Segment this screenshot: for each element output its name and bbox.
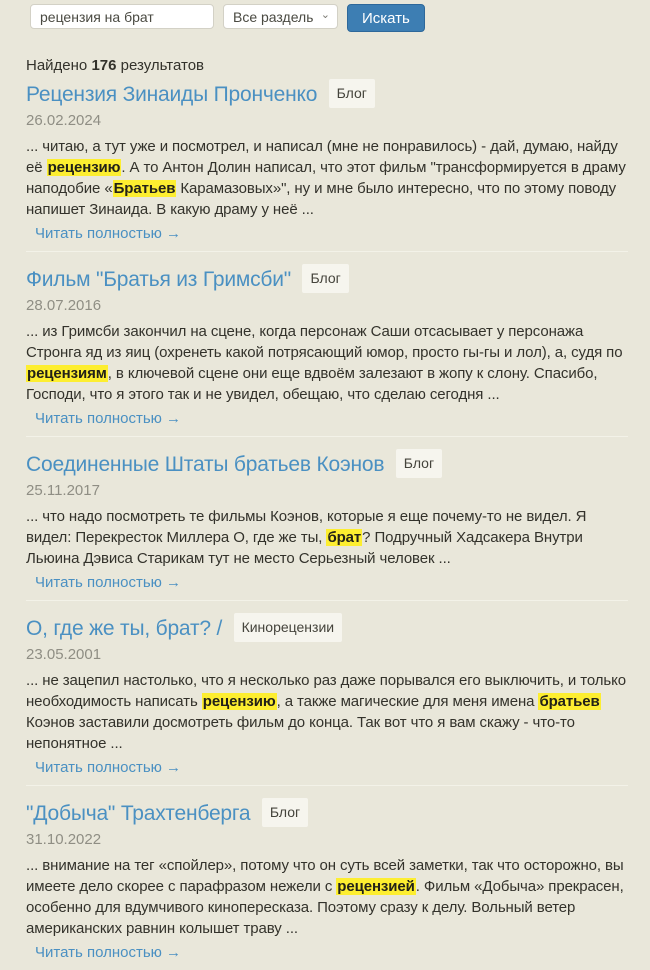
result-title-link[interactable]: О, где же ты, брат? /: [26, 617, 223, 640]
results-count: [26, 57, 650, 74]
search-button[interactable]: Искать: [347, 4, 425, 32]
search-bar: [0, 0, 650, 32]
read-more-link[interactable]: Читать полностью →: [35, 759, 182, 776]
read-more-link[interactable]: Читать полностью →: [35, 225, 182, 242]
result-title-link[interactable]: "Добыча" Трахтенберга: [26, 802, 251, 825]
chevron-down-icon: ⌄: [320, 9, 330, 21]
search-result-item: [26, 601, 628, 786]
read-more-link[interactable]: Читать полностью →: [35, 410, 182, 427]
section-select-wrap: [223, 4, 338, 29]
search-result-item: [26, 76, 628, 252]
result-title-link[interactable]: Фильм "Братья из Гримсби": [26, 268, 292, 291]
result-category-badge: Кинорецензии: [234, 613, 343, 642]
highlighted-term: рецензию: [202, 693, 276, 710]
result-title-row: [26, 264, 628, 294]
result-excerpt: ... не зацепил настолько, что я несколько раз даже порывался его выключить, и только необходимость написать рецензию, а также магические для меня имена братьев Коэнов заставили досмотреть фильм до конца. Так вот что я вам скажу - что-то непонятное ...: [26, 672, 627, 752]
highlighted-term: братьев: [539, 693, 600, 710]
highlighted-term: брат: [327, 529, 362, 546]
result-title-row: [26, 79, 628, 109]
result-excerpt: ... из Гримсби закончил на сцене, когда персонаж Саши отсасывает у персонажа Стронга яд из яиц (охренеть какой потрясающий юмор, просто гы-гы и лол), а, судя по рецензиям, в ключевой сцене они еще вдвоём залезают в жопу к слону. Спасибо, Господи, что я этого так и не увидел, обещаю, что сделаю сегодня ...: [26, 323, 623, 403]
section-select[interactable]: [223, 4, 338, 29]
result-title-link[interactable]: Рецензия Зинаиды Пронченко: [26, 83, 318, 106]
result-category-badge: Блог: [262, 798, 308, 827]
highlighted-term: рецензиям: [27, 365, 107, 382]
result-date: 28.07.2016: [26, 297, 102, 314]
result-category-badge: Блог: [396, 449, 442, 478]
read-more-link[interactable]: Читать полностью →: [35, 944, 182, 961]
results-count-number: 176: [91, 57, 117, 74]
result-category-badge: Блог: [329, 79, 375, 108]
search-result-item: [26, 437, 628, 601]
results-list: [0, 74, 650, 970]
highlighted-term: рецензией: [337, 878, 415, 895]
result-date: 26.02.2024: [26, 112, 102, 129]
result-date: 25.11.2017: [26, 482, 100, 499]
highlighted-term: рецензию: [47, 159, 121, 176]
result-excerpt: ... читаю, а тут уже и посмотрел, и написал (мне не понравилось) - дай, думаю, найду её рецензию. А то Антон Долин написал, что этот фильм "трансформируется в драму наподобие «Братьев Карамазовых»", ну и мне было интересно, что по этому поводу напишет Зинаида. В какую драму у неё ...: [26, 138, 626, 218]
highlighted-term: Братьев: [113, 180, 176, 197]
result-excerpt: ... что надо посмотреть те фильмы Коэнов, которые я еще почему-то не видел. Я видел: Перекресток Миллера О, где же ты, брат? Подручный Хадсакера Внутри Льюина Дэвиса Старикам тут не место Серьезный человек ...: [26, 508, 587, 567]
results-count-prefix: Найдено: [26, 57, 92, 74]
search-result-item: [26, 786, 628, 970]
search-input[interactable]: [30, 4, 214, 29]
result-excerpt: ... внимание на тег «спойлер», потому что он суть всей заметки, так что осторожно, вы имеете дело скорее с парафразом нежели с рецензией. Фильм «Добыча» прекрасен, особенно для вдумчивого кинопересказа. Поэтому сразу к делу. Вольный ветер американских равнин колышет траву ...: [26, 857, 624, 937]
results-count-suffix: результатов: [116, 57, 205, 74]
result-date: 23.05.2001: [26, 646, 102, 663]
read-more-link[interactable]: Читать полностью →: [35, 574, 182, 591]
result-date: 31.10.2022: [26, 831, 102, 848]
result-title-row: [26, 613, 628, 643]
result-title-link[interactable]: Соединенные Штаты братьев Коэнов: [26, 453, 385, 476]
result-category-badge: Блог: [302, 264, 348, 293]
result-title-row: [26, 449, 628, 479]
search-result-item: [26, 252, 628, 437]
result-title-row: [26, 798, 628, 828]
